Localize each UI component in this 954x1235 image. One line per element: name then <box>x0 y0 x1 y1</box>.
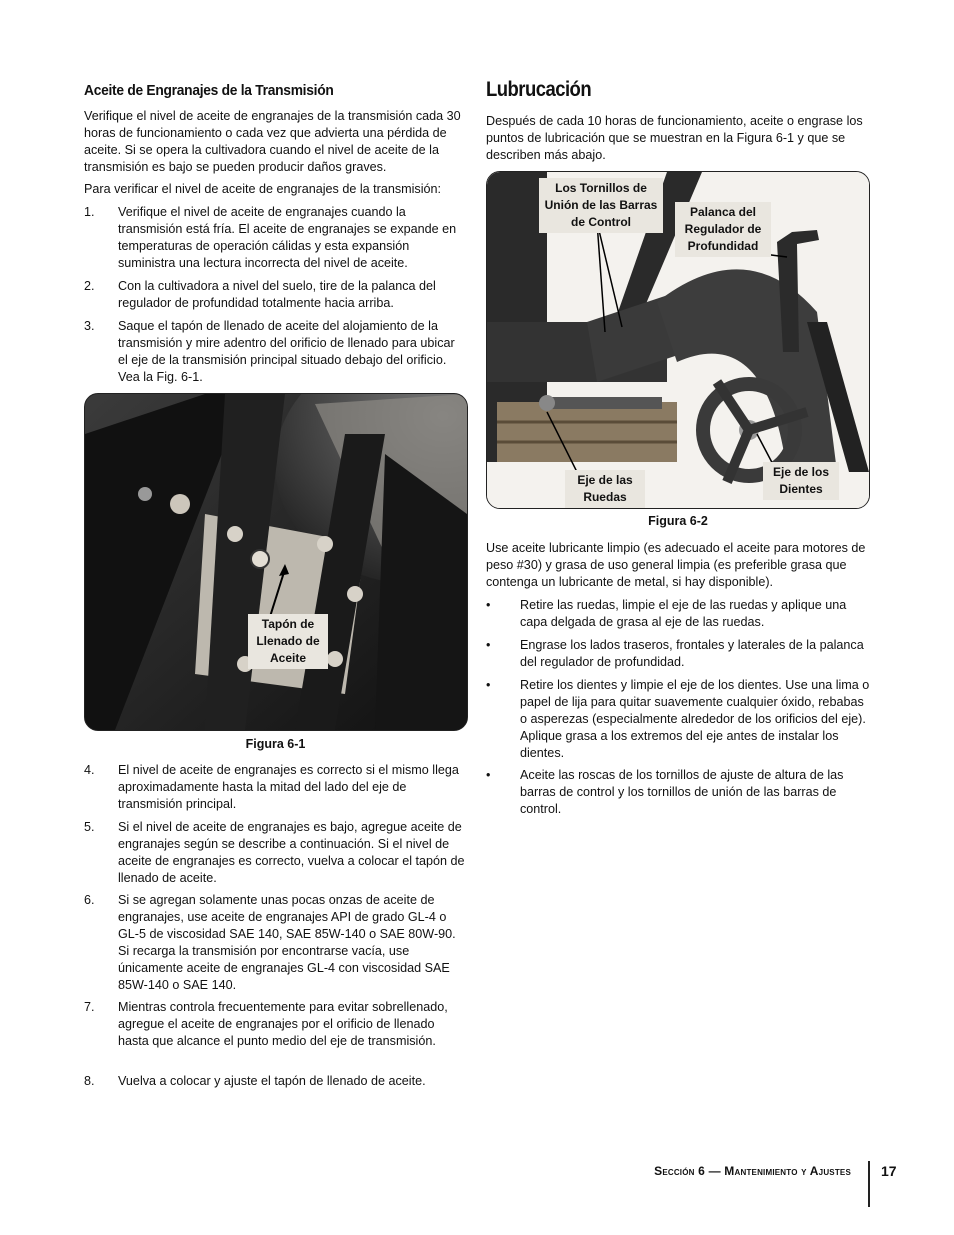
figure-6-1-photo <box>84 393 468 731</box>
step-text: Vuelva a colocar y ajuste el tapón de llenado de aceite. <box>118 1074 426 1088</box>
step-3 <box>84 318 467 386</box>
bullet-marker: • <box>486 598 491 612</box>
step-number: 7. <box>84 1000 95 1014</box>
bullet-marker: • <box>486 678 491 692</box>
step-7 <box>84 999 467 1050</box>
footer-section-title: Sección 6 — Mantenimiento y Ajustes <box>654 1164 851 1178</box>
step-number: 5. <box>84 820 95 834</box>
step-number: 2. <box>84 279 95 293</box>
step-number: 6. <box>84 893 95 907</box>
step-4 <box>84 762 467 813</box>
step-1 <box>84 204 467 272</box>
step-5 <box>84 819 467 887</box>
step-text: Si se agregan solamente unas pocas onzas de aceite de engranajes, use aceite de engranajes API de grado GL-4 o GL-5 de viscosidad SAE 140, SAE 85W-140 o SAE 80W-90. Si recarga la transmisión por encontrarse vacía, use únicamente aceite de engranajes GL-4 con viscosidad SAE 85W-140 o SAE 140. <box>118 893 456 992</box>
bullet-item <box>486 637 870 671</box>
figure-6-1-caption: Figura 6-1 <box>245 737 306 751</box>
step-text: Verifique el nivel de aceite de engranajes cuando la transmisión está fría. El aceite de engranajes se expande en temperaturas de operación cálidas y esta expansión suministra una lectura incorrecta del nivel de aceite. <box>118 205 457 270</box>
step-text: Mientras controla frecuentemente para evitar sobrellenado, agregue el aceite de engranajes por el orificio de llenado hasta que alcance el punto medio del eje de transmisión. <box>118 1000 448 1048</box>
figure-6-2-caption: Figura 6-2 <box>648 514 708 528</box>
transmission-lead: Para verificar el nivel de aceite de engranajes de la transmisión: <box>84 182 442 196</box>
depth-regulator-lever-label: Palanca del Regulador de Profundidad <box>675 202 771 257</box>
bullet-text: Retire las ruedas, limpie el eje de las ruedas y aplique una capa delgada de grasa al eje de las ruedas. <box>520 598 847 629</box>
transmission-intro: Verifique el nivel de aceite de engranajes de la transmisión cada 30 horas de funcionamiento o cada vez que advierta una pérdida de aceite. Si se opera la cultivadora cuando el nivel de aceite de la transmisión es bajo se pueden producir daños graves. <box>84 109 461 174</box>
step-text: Con la cultivadora a nivel del suelo, tire de la palanca del regulador de profundidad totalmente hacia arriba. <box>118 279 436 310</box>
tine-axle-label: Eje de los Dientes <box>763 462 839 500</box>
step-2 <box>84 278 467 312</box>
oil-grease-text: Use aceite lubricante limpio (es adecuado el aceite para motores de peso #30) y grasa de uso general limpia (es preferible grasa que contenga un lubricante de metal, si hay disponible). <box>486 541 866 589</box>
bullet-text: Retire los dientes y limpie el eje de los dientes. Use una lima o papel de lija para quitar suavemente cualquier óxido, rebabas o asperezas (especialmente alrededor de los orificios del eje). Aplique grasa a los extremos del eje antes de instalar los dientes. <box>520 678 870 760</box>
oil-fill-plug-label: Tapón de Llenado de Aceite <box>248 614 328 669</box>
step-text: El nivel de aceite de engranajes es correcto si el mismo llega aproximadamente hasta la mitad del lado del eje de transmisión principal. <box>118 763 459 811</box>
step-number: 4. <box>84 763 95 777</box>
page-number: 17 <box>881 1163 897 1179</box>
footer-divider <box>868 1161 870 1207</box>
step-number: 8. <box>84 1074 95 1088</box>
bullet-item <box>486 767 870 818</box>
bullet-text: Aceite las roscas de los tornillos de ajuste de altura de las barras de control y los tornillos de unión de las barras de control. <box>520 768 844 816</box>
step-number: 3. <box>84 319 95 333</box>
bullet-item <box>486 597 870 631</box>
step-number: 1. <box>84 205 95 219</box>
lubrication-intro: Después de cada 10 horas de funcionamiento, aceite o engrase los puntos de lubricación que se muestran en la Figura 6-1 y que se describen más abajo. <box>486 114 863 162</box>
bullet-text: Engrase los lados traseros, frontales y laterales de la palanca del regulador de profundidad. <box>520 638 864 669</box>
transmission-oil-heading: Aceite de Engranajes de la Transmisión <box>84 82 334 99</box>
wheel-axle-label: Eje de las Ruedas <box>565 470 645 508</box>
bullet-marker: • <box>486 768 491 782</box>
step-8 <box>84 1073 467 1090</box>
figure-6-2-photo <box>486 171 870 509</box>
step-6 <box>84 892 467 994</box>
step-text: Saque el tapón de llenado de aceite del alojamiento de la transmisión y mire adentro del orificio de llenado para ubicar el eje de la transmisión principal situado debajo del orificio. Vea la Fig. 6-1. <box>118 319 455 384</box>
step-text: Si el nivel de aceite de engranajes es bajo, agregue aceite de engranajes según se describe a continuación. Si el nivel de aceite de engranajes es correcto, vuelva a colocar el tapón de llenado de aceite. <box>118 820 465 885</box>
lubrication-heading: Lubrucación <box>486 78 592 101</box>
transmission-photo-illustration <box>85 394 467 730</box>
bullet-item <box>486 677 870 762</box>
bullet-marker: • <box>486 638 491 652</box>
control-bar-bolts-label: Los Tornillos de Unión de las Barras de Control <box>539 178 663 233</box>
